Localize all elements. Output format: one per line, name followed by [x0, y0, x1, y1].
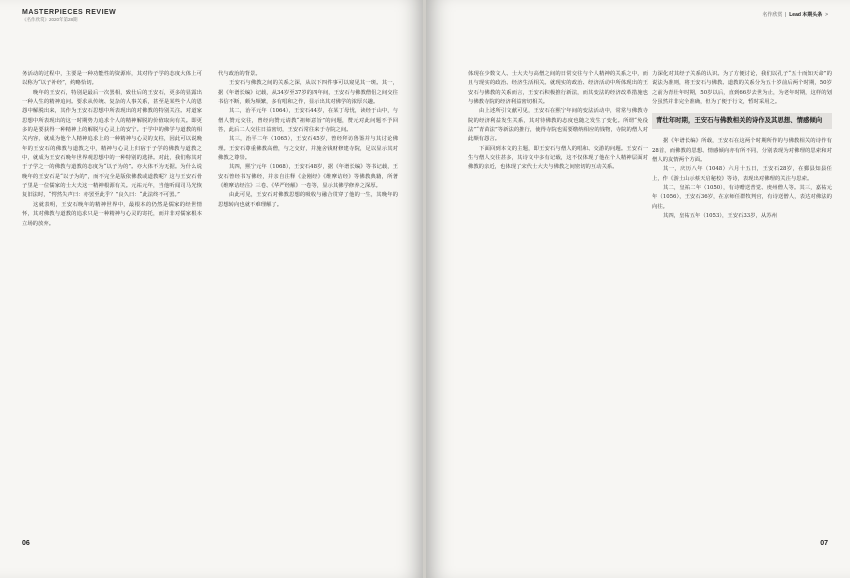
right-column-1	[468, 70, 648, 173]
right-column-2	[652, 70, 832, 221]
left-column-1	[22, 70, 202, 229]
paragraph: 其二，治平元年（1064），王安石44岁，在某丁母忧，读经于山中，与僧人赞元交往，曾经向赞元请教“祖师意旨”的问题，赞元对此问题不予回答，此后二人交往日益密切，王安石常往来于寺院之间。	[218, 108, 398, 134]
chevron-right-icon: >	[823, 12, 828, 18]
left-page	[0, 0, 424, 578]
section-heading: 青壮年时期，王安石与佛教相关的诗作及其思想、情感倾向	[656, 117, 823, 125]
paragraph: 务活动的过程中，主要是一种功能性的资源库，其对待子学的态度大体上可以称为“以子补经”，约略恰切。	[22, 71, 202, 87]
paragraph: 体现在少数文人、士大夫与高僧之间的日常交往与个人精神的关系之中，而且与现实的政治、经济生活相关。就现实的政治、经济活动中所体现出的王安石与佛教的关系而言，王安石积极推行新法，而其变法的经济改革措施也与佛教寺院的经济利益密切相关。	[468, 71, 648, 106]
right-page	[426, 0, 850, 578]
paragraph: 其四，皇祐五年（1053），王安石33岁，从苏州	[663, 213, 777, 220]
page-number-left: 06	[22, 540, 30, 547]
masthead-issue: 《名作欣赏》2020年第28期	[22, 17, 78, 22]
left-column-2	[218, 70, 398, 210]
paragraph: 其三，治平二年（1065），王安石45岁，曾经拜访鲁鉴并与其讨论佛理。王安石尊重佛教高僧，与之交好，并施舍钱财修建寺院，足以显示其对佛教之尊崇。	[218, 136, 398, 162]
paragraph: 力深化对其经子关系的认识。为了方便讨论，我们以孔子“五十而知天命”的说法为准则，将王安石与佛教、道教的关系分为五十岁前后两个时期，50岁之前为青壮年时期，50岁以后，直到66岁去世为止，为老年时期，这样的划分虽然并非完全准确，但为了便于行文，暂时采用之。	[652, 71, 832, 106]
paragraph: 晚年的王安石，特别是最后一次罢相，致仕后的王安石，更多的显露出一种人生的精神追问。要求从传统、复杂的人事关系，甚至是某些个人的恩怨中解脱出来，其作为王安石思想中所表现出的对佛教的特别关注。对道家思想中所表现出的这一时期势力追求个人的精神解脱的价值取向有关。即更多的是要获得一种精神上的解脱与心灵上的安宁。于学中的佛学与道教的相关内容，就成为他个人精神追求上的一种精神与心灵的支柱，因此可以说晚年的王安石的佛教与道教之中，精神与心灵上归宿于子学的佛教与道教之中，就成为王安石晚年世界观思想中的一种特别的选择。对此，我们称其对于子学之一的佛教与道教的态度为“以子为的”。亦大体不为无据。为什么说晚年的王安石是“以子为的”，而不完全是版依佛教或道教呢？这与王安石骨子里是一位儒家的士大夫这一精神根源有关。元祐元年，当他听闻司马光恢复旧法时，“愕然失声曰：亦罢至此乎？”良久曰：“此法终不可罢。”	[22, 89, 202, 199]
running-head: 名作欣赏 | Lead 本期头条 >	[762, 12, 828, 18]
paragraph: 下面回到本文的主题，即王安石与僧人的唱和、交游的问题。王安石一生与僧人交往甚多，其诗文中多有记载，这不仅体现了他在个人精神层面对佛教的亲近，也体现了宋代士大夫与佛教之间密切的互动关系。	[468, 145, 648, 171]
paragraph: 其二，皇祐二年（1050），有诗赠送普觉、虔州僧人等。其三，嘉祐元年（1056），王安石36岁，在京师任群牧判官，有诗送僧人，表达对佛法的向往。	[652, 185, 832, 210]
running-head-title: 名作欣赏	[762, 12, 783, 18]
section-heading-box	[652, 113, 832, 129]
paragraph: 据《年谱长编》所载，王安石在这两个时期所作的与佛教相关的诗作有28首，而佛教的思想、情感倾向亦有所不同，分别表现为对佛理的思索和对僧人的友情两个方面。	[652, 138, 832, 164]
paragraph: 代与政治的背景。	[218, 71, 261, 77]
masthead	[22, 9, 116, 23]
paragraph: 这就表明，王安石晚年的精神世界中，最根本的仍然是儒家的经世情怀，其对佛教与道教的追求只是一种精神与心灵的寄托，而并非对儒家根本立场的放弃。	[22, 201, 202, 227]
paragraph: 王安石与佛教之间的关系之深，从以下四件事可以窥见其一斑。其一，据《年谱长编》记载，从34岁至37岁的四年间，王安石与佛教僧侣之间交往书信不断，颇为频繁，多有唱和之作，显示出其对佛学的浓厚兴趣。	[218, 80, 398, 106]
running-head-section: Lead 本期头条	[789, 12, 823, 18]
page-number-right: 07	[820, 540, 828, 547]
masthead-title: MASTERPIECES REVIEW	[22, 9, 117, 16]
paragraph: 由上述所引文献可见，王安石在熙宁年间的变法活动中，常常与佛教寺院的经济利益发生关系，其对待佛教的态度也随之发生了变化。所谓“免役法”“青苗法”等新法的推行，使得寺院也需要缴纳相应的钱物，寺院的僧人对此颇有怨言。	[468, 108, 648, 143]
paragraph: 其一，庆历八年（1048）六月十五日，王安石28岁，在鄞县知县任上，作《游土山示蔡天启秘校》等诗，表现出对佛理的关注与思索。	[652, 166, 832, 182]
paragraph: 其四，熙宁元年（1068），王安石48岁，据《年谱长编》等书记载，王安石曾经书写佛经，并亲自注释《金刚经》《维摩诘经》等佛教典籍，所著《维摩诘经注》三卷、《华严经解》一卷等，显示其佛学修养之深厚。	[218, 164, 398, 190]
paragraph: 由此可见，王安石对佛教思想的吸收与融合贯穿了他的一生，其晚年的思想转向也就不难理解了。	[218, 192, 398, 208]
